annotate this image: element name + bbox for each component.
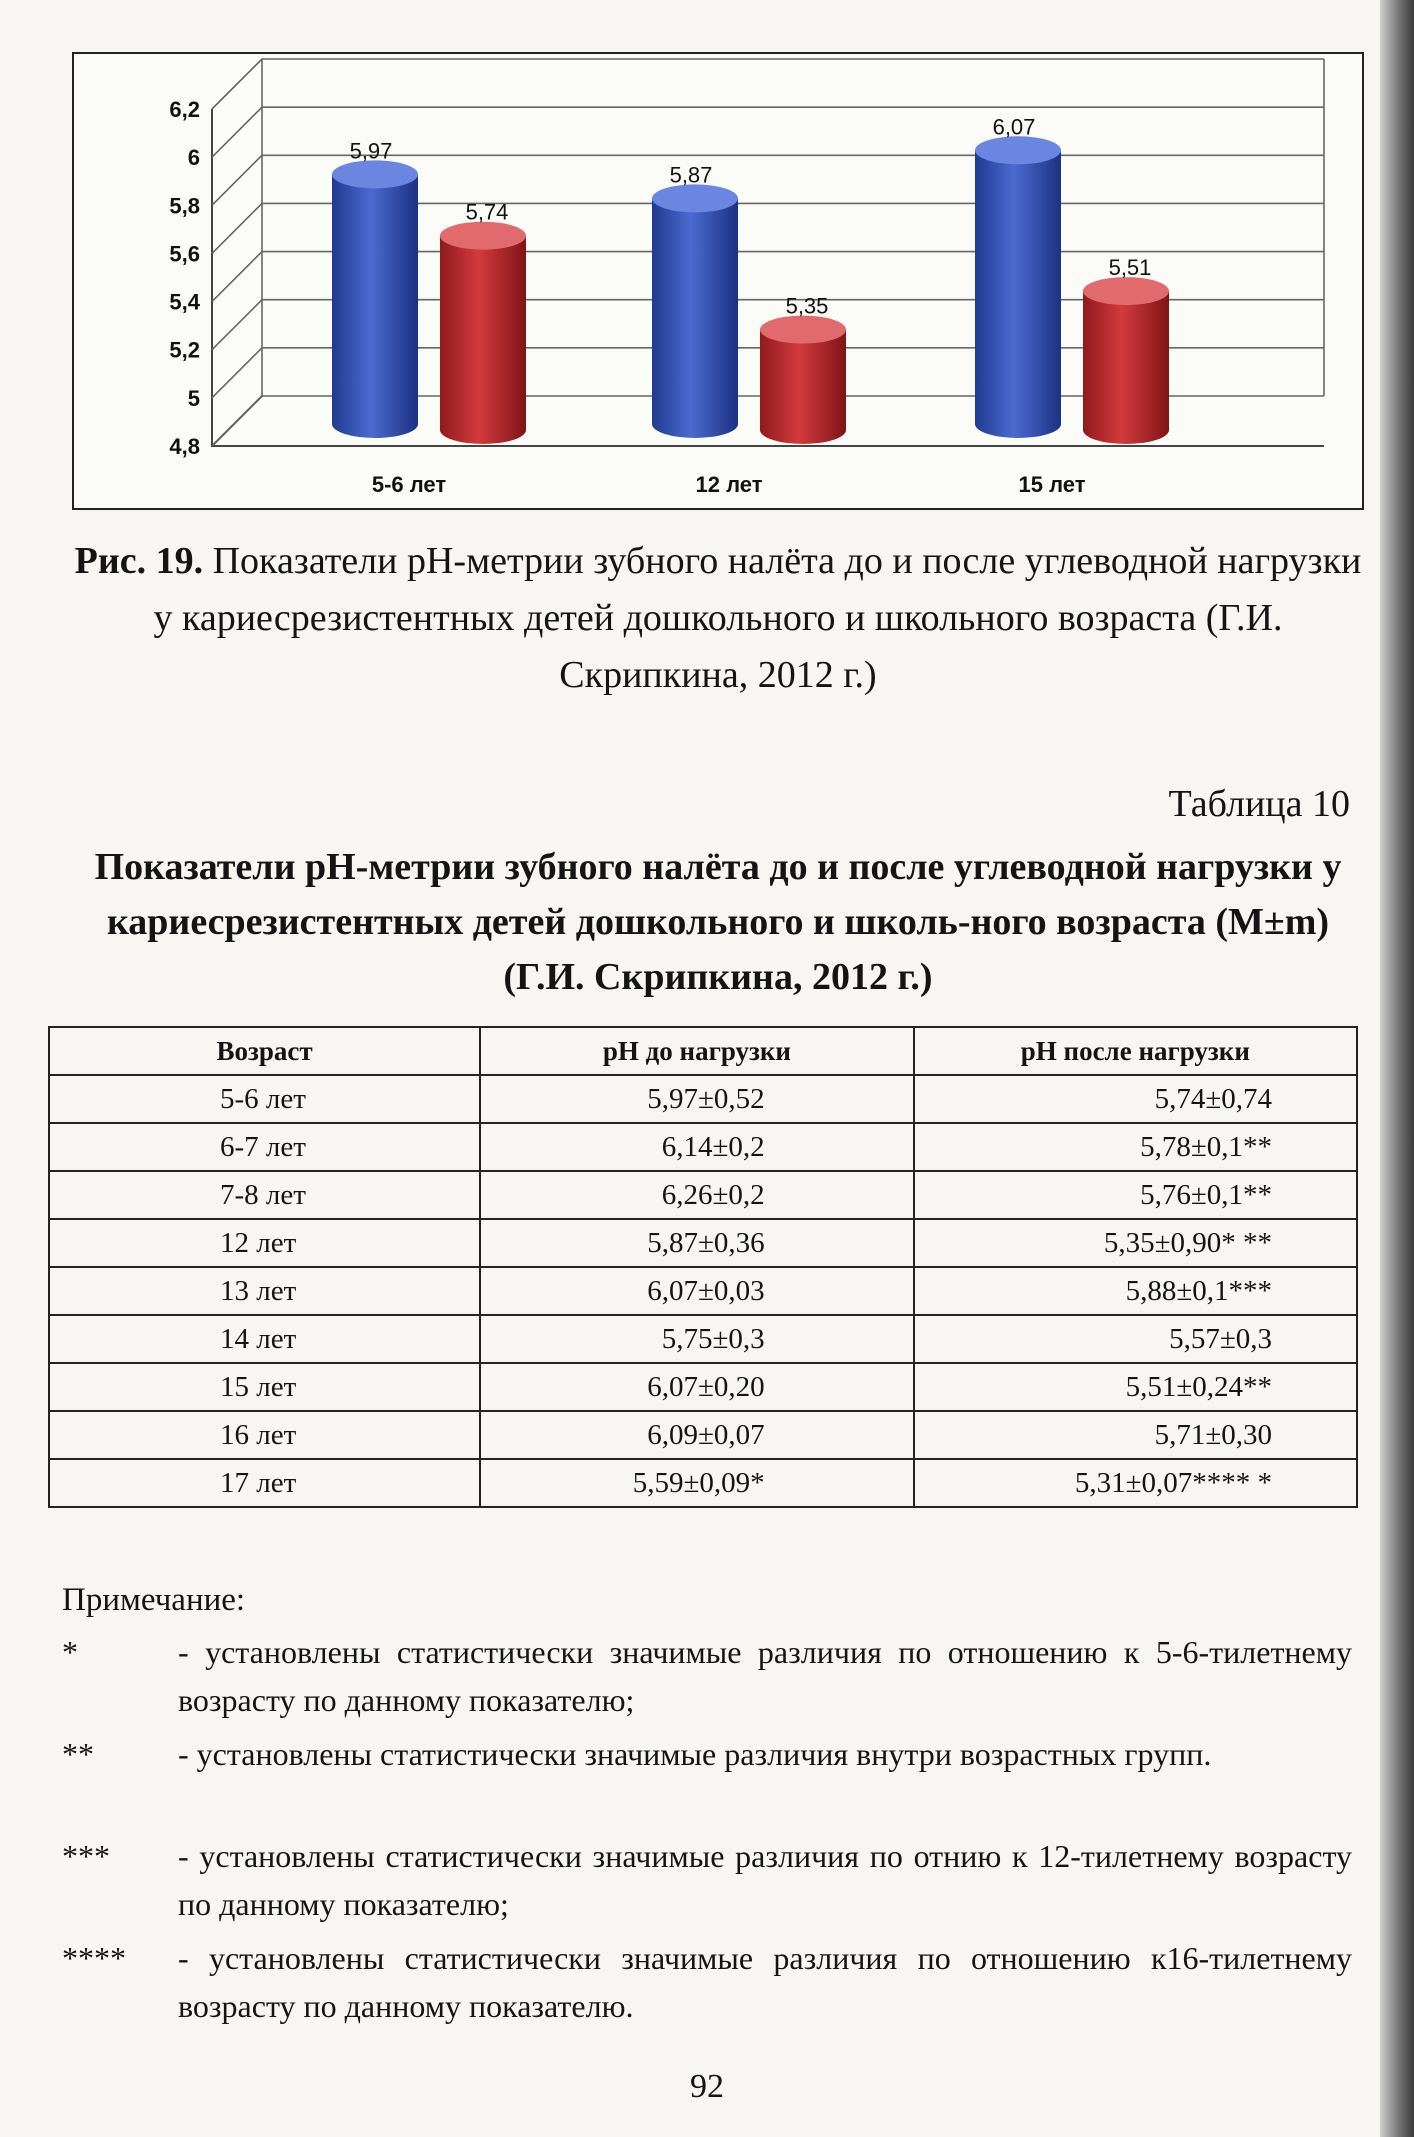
bar-top (1083, 277, 1169, 305)
note-text: - установлены статистически значимые различия внутри возрастных групп. (178, 1736, 1212, 1772)
note-mark: ** (62, 1736, 94, 1772)
cell-age: 14 лет (49, 1315, 480, 1363)
page-edge-shadow (1380, 0, 1414, 2137)
page-number: 92 (690, 2068, 724, 2105)
y-tick-label: 5,8 (169, 193, 200, 219)
data-label: 5,74 (465, 199, 509, 225)
data-label: 6,07 (992, 114, 1036, 140)
data-label: 5,87 (669, 162, 713, 188)
bar-after (760, 316, 846, 444)
x-category-label: 15 лет (1018, 472, 1086, 497)
ph-table (48, 1026, 1358, 1508)
cell-ph-before: 6,07±0,03 (480, 1267, 913, 1315)
table-title: Показатели рН-метрии зубного налёта до и после углеводной нагрузки у кариесрезистентных детей дошкольного и школь-ного возраста (M±m) (Г.И. Скрипкина, 2012 г.) (94, 846, 1342, 998)
cell-age: 17 лет (49, 1459, 480, 1507)
figure-caption-text: Показатели рН-метрии зубного налёта до и после углеводной нагрузки у кариесрезистентных детей дошкольного и школьного возраста (Г.И. Скрипкина, 2012 г.) (153, 540, 1362, 696)
gridline (212, 59, 1324, 109)
data-label: 5,35 (785, 293, 829, 319)
cell-ph-after: 5,57±0,3 (914, 1315, 1357, 1363)
bar-after (440, 222, 526, 444)
bar-body (975, 150, 1061, 438)
x-category-label: 5-6 лет (371, 472, 447, 497)
figure-caption (72, 533, 1364, 704)
table-row (49, 1219, 1357, 1267)
bar-body (1083, 291, 1169, 444)
note-text: - установлены статистически значимые различия по отнию к 12-тилетнему возрасту по данному показателю; (178, 1838, 1352, 1922)
bar-body (332, 174, 418, 438)
bar-top (760, 316, 846, 344)
cell-age: 15 лет (49, 1363, 480, 1411)
cell-ph-after: 5,35±0,90* ** (914, 1219, 1357, 1267)
cell-age: 6-7 лет (49, 1123, 480, 1171)
cell-age: 7-8 лет (49, 1171, 480, 1219)
cell-ph-before: 5,59±0,09* (480, 1459, 913, 1507)
bar-body (652, 198, 738, 438)
x-category-label: 12 лет (695, 472, 763, 497)
table-row (49, 1459, 1357, 1507)
cell-ph-after: 5,71±0,30 (914, 1411, 1357, 1459)
cell-ph-after: 5,31±0,07**** * (914, 1459, 1357, 1507)
cell-ph-after: 5,76±0,1** (914, 1171, 1357, 1219)
chart-canvas (74, 54, 1364, 510)
cell-ph-after: 5,78±0,1** (914, 1123, 1357, 1171)
bar-before (975, 136, 1061, 438)
y-tick-label: 6,2 (169, 97, 200, 122)
y-tick-label: 5,4 (169, 289, 200, 315)
cell-ph-before: 5,97±0,52 (480, 1075, 913, 1123)
table-row (49, 1315, 1357, 1363)
data-label: 5,97 (349, 138, 393, 164)
data-label: 5,51 (1108, 255, 1152, 281)
cell-ph-before: 6,07±0,20 (480, 1363, 913, 1411)
cell-ph-before: 6,14±0,2 (480, 1123, 913, 1171)
y-tick-label: 6 (187, 145, 200, 171)
cell-age: 16 лет (49, 1411, 480, 1459)
bar-body (760, 330, 846, 444)
header-ph-before: pH до нагрузки (480, 1027, 913, 1075)
bar-before (332, 160, 418, 438)
bar-body (440, 236, 526, 444)
bar-top (975, 136, 1061, 164)
header-age: Возраст (49, 1027, 480, 1075)
bar-chart (72, 52, 1364, 510)
cell-ph-before: 6,26±0,2 (480, 1171, 913, 1219)
cell-age: 12 лет (49, 1219, 480, 1267)
cell-ph-before: 5,87±0,36 (480, 1219, 913, 1267)
cell-ph-before: 5,75±0,3 (480, 1315, 913, 1363)
bar-top (652, 184, 738, 212)
notes-heading: Примечание: (62, 1582, 246, 1618)
cell-ph-after: 5,74±0,74 (914, 1075, 1357, 1123)
table-row (49, 1171, 1357, 1219)
table-number: Таблица 10 (1168, 783, 1350, 825)
table-row (49, 1123, 1357, 1171)
table-row (49, 1267, 1357, 1315)
cell-ph-after: 5,51±0,24** (914, 1363, 1357, 1411)
header-ph-after: pH после нагрузки (914, 1027, 1357, 1075)
bar-top (332, 160, 418, 188)
table-header-row (49, 1027, 1357, 1075)
y-tick-label: 5,2 (169, 337, 200, 363)
table-row (49, 1075, 1357, 1123)
figure-label: Рис. 19. (74, 540, 204, 582)
cell-ph-before: 6,09±0,07 (480, 1411, 913, 1459)
note-mark: **** (62, 1940, 126, 1976)
cell-age: 13 лет (49, 1267, 480, 1315)
cell-ph-after: 5,88±0,1*** (914, 1267, 1357, 1315)
y-tick-label: 4,8 (169, 434, 200, 459)
y-tick-label: 5 (187, 385, 200, 411)
note-mark: *** (62, 1838, 110, 1874)
table-row (49, 1363, 1357, 1411)
cell-age: 5-6 лет (49, 1075, 480, 1123)
note-mark: * (62, 1634, 78, 1670)
bar-top (440, 222, 526, 250)
table-row (49, 1411, 1357, 1459)
bar-after (1083, 277, 1169, 444)
note-text: - установлены статистически значимые различия по отношению к16-тилетнему возрасту по данному показателю. (178, 1940, 1352, 2024)
y-tick-label: 5,6 (169, 241, 200, 267)
bar-before (652, 184, 738, 438)
note-text: - установлены статистически значимые различия по отношению к 5-6-тилетнему возрасту по данному показателю; (178, 1634, 1352, 1718)
